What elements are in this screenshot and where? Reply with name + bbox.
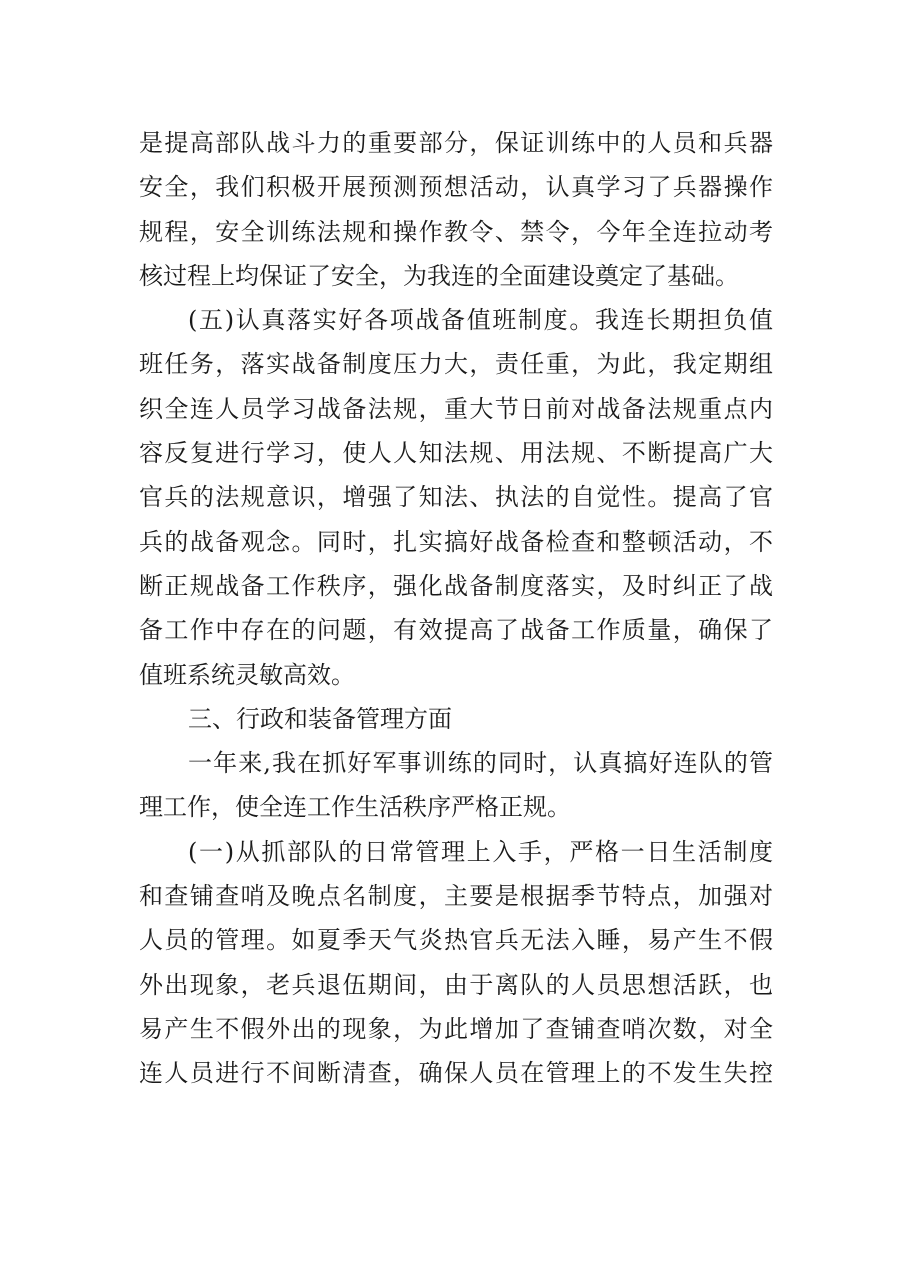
text-line: 兵的战备观念。同时，扎实搞好战备检查和整顿活动，不 xyxy=(139,527,773,556)
text-line: 连人员进行不间断清查，确保人员在管理上的不发生失控 xyxy=(139,1059,773,1088)
section-heading xyxy=(139,697,773,741)
text-line: (五)认真落实好各项战备值班制度。我连长期担负值 xyxy=(188,306,773,335)
text-line: 官兵的法规意识，增强了知法、执法的自觉性。提高了官 xyxy=(139,483,773,512)
paragraph xyxy=(139,741,773,830)
text-line: 容反复进行学习，使人人知法规、用法规、不断提高广大 xyxy=(139,439,773,468)
text-line: 和查铺查哨及晚点名制度，主要是根据季节特点，加强对 xyxy=(139,882,773,911)
paragraph xyxy=(139,830,773,1096)
text-line: 核过程上均保证了安全，为我连的全面建设奠定了基础。 xyxy=(139,261,739,290)
text-line: 断正规战备工作秩序，强化战备制度落实，及时纠正了战 xyxy=(139,571,773,600)
text-line: 织全连人员学习战备法规，重大节日前对战备法规重点内 xyxy=(139,394,773,423)
text-line: 备工作中存在的问题，有效提高了战备工作质量，确保了 xyxy=(139,616,773,645)
paragraph xyxy=(139,298,773,697)
text-line: 是提高部队战斗力的重要部分，保证训练中的人员和兵器 xyxy=(139,129,773,157)
document-body xyxy=(139,121,773,1096)
text-line: 人员的管理。如夏季天气炎热官兵无法入睡，易产生不假 xyxy=(139,926,773,955)
paragraph xyxy=(139,121,773,298)
text-line: 值班系统灵敏高效。 xyxy=(139,660,355,689)
text-line: (一)从抓部队的日常管理上入手，严格一日生活制度 xyxy=(188,837,773,866)
text-line: 三、行政和装备管理方面 xyxy=(188,704,452,733)
text-line: 一年来,我在抓好军事训练的同时，认真搞好连队的管 xyxy=(188,749,773,778)
text-line: 班任务，落实战备制度压力大，责任重，为此，我定期组 xyxy=(139,350,773,379)
text-line: 规程，安全训练法规和操作教令、禁令，今年全连拉动考 xyxy=(139,217,773,246)
text-line: 外出现象，老兵退伍期间，由于离队的人员思想活跃，也 xyxy=(139,970,773,999)
text-line: 易产生不假外出的现象，为此增加了查铺查哨次数，对全 xyxy=(139,1014,773,1043)
text-line: 安全，我们积极开展预测预想活动，认真学习了兵器操作 xyxy=(139,173,773,202)
text-line: 理工作，使全连工作生活秩序严格正规。 xyxy=(139,793,571,822)
